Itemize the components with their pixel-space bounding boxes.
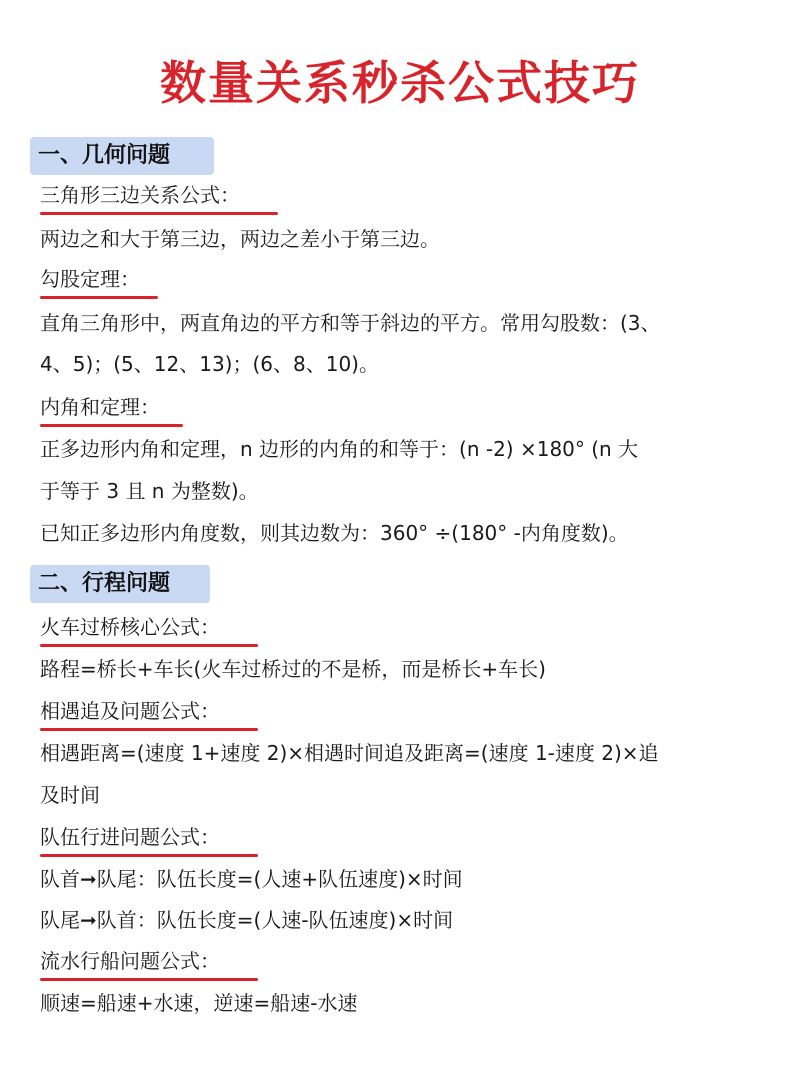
subtitle-text: 流水行船问题公式： <box>40 949 220 973</box>
subtitle-underline <box>40 424 183 427</box>
subtitle-text: 三角形三边关系公式： <box>40 183 240 207</box>
text-line: 正多边形内角和定理，n 边形的内角的和等于：(n -2) ×180° (n 大 <box>40 437 639 461</box>
subtitle-underline <box>40 644 258 647</box>
text-line: 队首➞队尾：队伍长度=(人速+队伍速度)×时间 <box>40 867 463 891</box>
subtitle-text: 火车过桥核心公式： <box>40 615 220 639</box>
text-line: 队尾➞队首：队伍长度=(人速-队伍速度)×时间 <box>40 908 454 932</box>
subtitle-underline <box>40 854 258 857</box>
subtitle-text: 相遇追及问题公式： <box>40 699 220 723</box>
subtitle-text: 勾股定理： <box>40 267 140 291</box>
subtitle-triangle-sides <box>40 180 240 210</box>
section-heading-geometry: 一、几何问题 <box>30 137 214 175</box>
page-title: 数量关系秒杀公式技巧 <box>160 56 640 110</box>
subtitle-interior-angle <box>40 392 160 422</box>
subtitle-boat-stream <box>40 946 220 976</box>
subtitle-underline <box>40 296 158 299</box>
text-line: 路程=桥长+车长(火车过桥过的不是桥，而是桥长+车长) <box>40 657 546 681</box>
text-line: 直角三角形中，两直角边的平方和等于斜边的平方。常用勾股数：(3、 <box>40 311 661 335</box>
subtitle-pythagorean <box>40 264 140 294</box>
text-line: 两边之和大于第三边，两边之差小于第三边。 <box>40 227 440 251</box>
subtitle-underline <box>40 978 258 981</box>
text-line: 相遇距离=(速度 1+速度 2)×相遇时间追及距离=(速度 1-速度 2)×追 <box>40 741 659 765</box>
subtitle-team-march <box>40 822 220 852</box>
subtitle-underline <box>40 212 278 215</box>
subtitle-underline <box>40 728 258 731</box>
subtitle-meet-chase <box>40 696 220 726</box>
section-heading-travel: 二、行程问题 <box>30 565 210 603</box>
text-line: 已知正多边形内角度数，则其边数为：360° ÷(180° -内角度数)。 <box>40 521 629 545</box>
text-line: 4、5)；(5、12、13)；(6、8、10)。 <box>40 352 379 376</box>
subtitle-text: 队伍行进问题公式： <box>40 825 220 849</box>
text-line: 于等于 3 且 n 为整数)。 <box>40 479 259 503</box>
subtitle-text: 内角和定理： <box>40 395 160 419</box>
text-line: 及时间 <box>40 783 100 807</box>
text-line: 顺速=船速+水速，逆速=船速-水速 <box>40 991 358 1015</box>
subtitle-train-bridge <box>40 612 220 642</box>
